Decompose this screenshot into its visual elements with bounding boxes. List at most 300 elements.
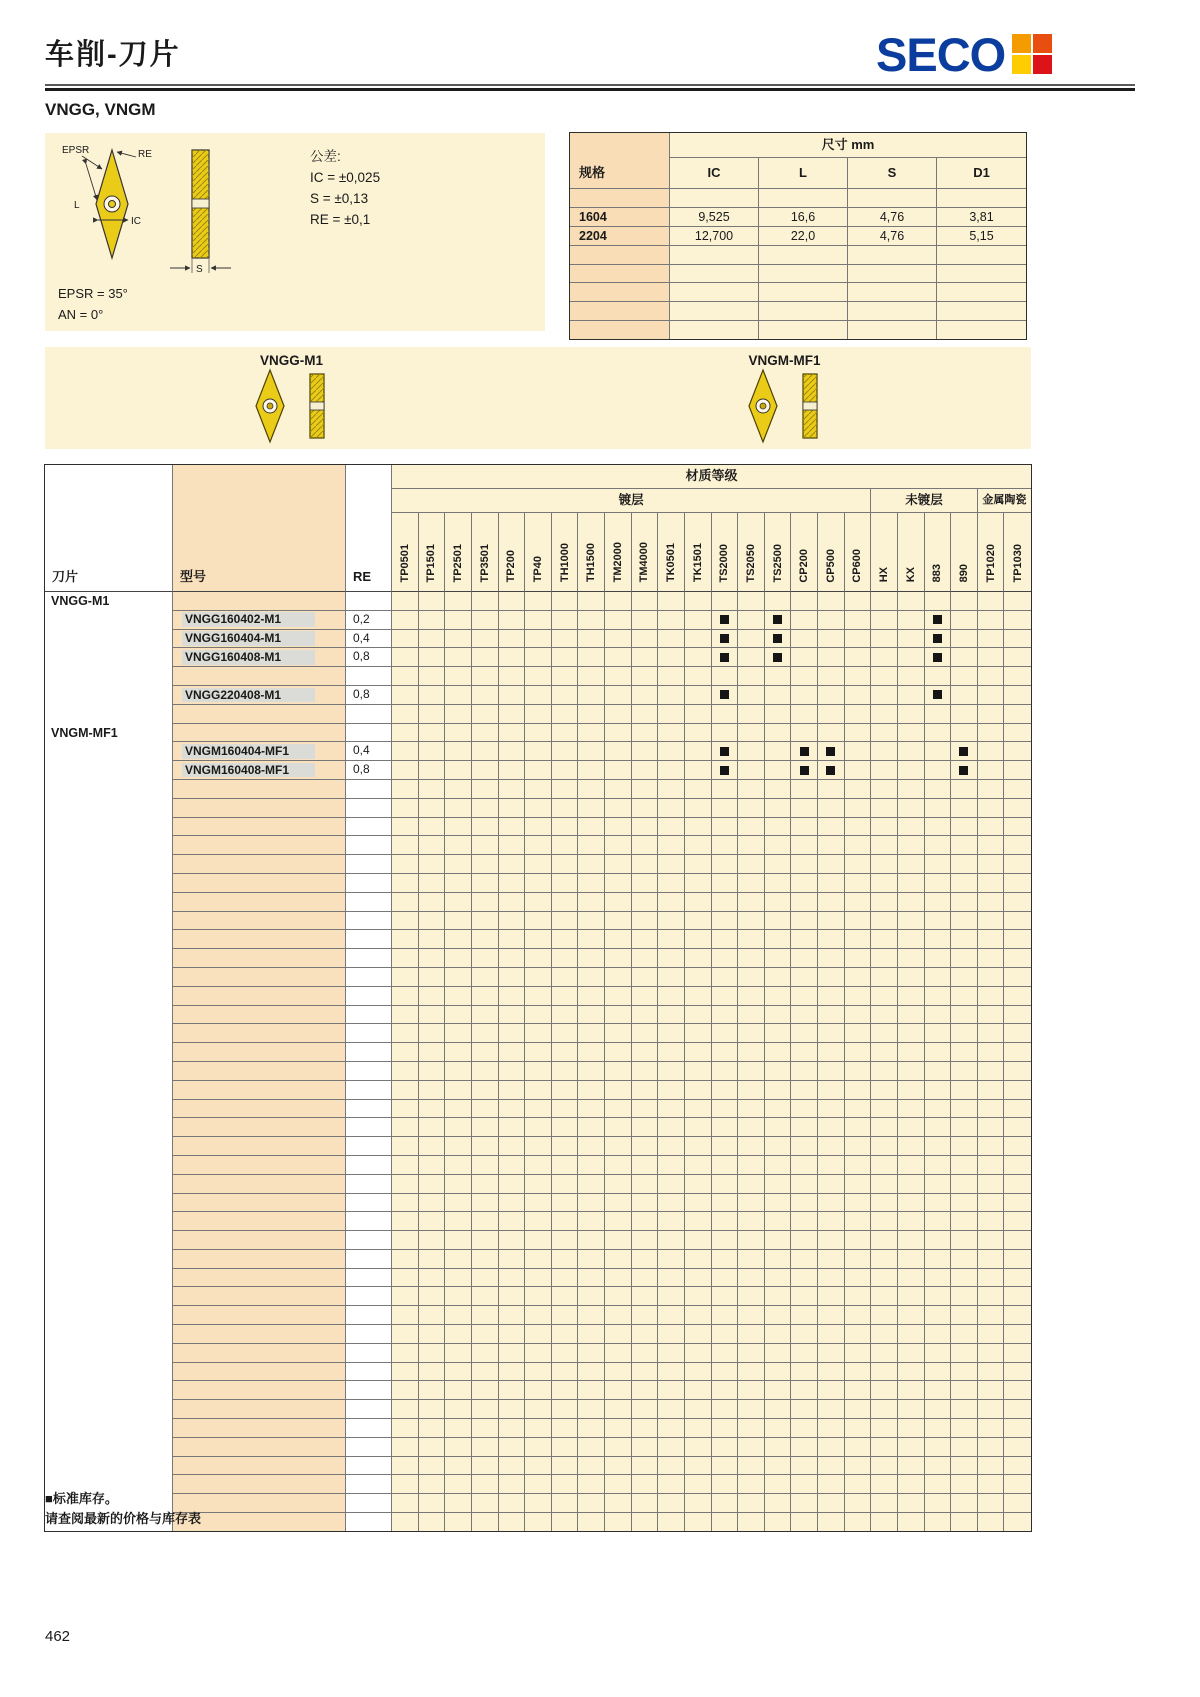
grade-cell [712, 1100, 739, 1119]
grade-cell [419, 1006, 446, 1025]
grade-cell [978, 1400, 1005, 1419]
dims-spec-cell [570, 189, 670, 208]
grade-cell [685, 630, 712, 649]
grade-cell [925, 705, 952, 724]
grade-cell [419, 836, 446, 855]
grade-cell [951, 818, 978, 837]
grade-cell [499, 968, 526, 987]
grade-cell [978, 1344, 1005, 1363]
vngg-insert-drawing [232, 366, 352, 446]
grade-cell [658, 855, 685, 874]
grade-cell [472, 1287, 499, 1306]
grade-cell [658, 1269, 685, 1288]
grade-cell [791, 1475, 818, 1494]
grade-cell [738, 1475, 765, 1494]
grade-column-header [978, 513, 1005, 592]
grade-cell [898, 1137, 925, 1156]
grade-cell [658, 987, 685, 1006]
grade-cell [845, 874, 872, 893]
grade-cell [791, 724, 818, 743]
grade-cell [925, 968, 952, 987]
grade-cell [738, 893, 765, 912]
re-cell [346, 1457, 392, 1476]
grade-cell [445, 836, 472, 855]
empty-row [45, 1100, 1031, 1119]
grade-cell [445, 1212, 472, 1231]
grade-cell [605, 912, 632, 931]
grade-cell [525, 705, 552, 724]
grade-cell [525, 742, 552, 761]
grade-cell [499, 1194, 526, 1213]
grade-column-header [951, 513, 978, 592]
grade-cell [925, 1513, 952, 1531]
grade-cell [978, 1363, 1005, 1382]
grade-cell [525, 686, 552, 705]
grade-cell [712, 1062, 739, 1081]
grade-cell [472, 1269, 499, 1288]
grade-cell [392, 1118, 419, 1137]
grade-cell [925, 648, 952, 667]
dims-empty-row [570, 265, 1026, 284]
grade-cell [658, 1156, 685, 1175]
stock-mark [720, 747, 729, 756]
grade-cell [765, 1325, 792, 1344]
grade-cell [898, 1306, 925, 1325]
grade-cell [765, 1494, 792, 1513]
grade-cell [898, 1513, 925, 1531]
grade-cell [951, 1137, 978, 1156]
grade-cell [791, 1287, 818, 1306]
model-cell [173, 1438, 346, 1457]
re-cell [346, 1381, 392, 1400]
grade-cell [605, 1024, 632, 1043]
grade-cell [658, 1006, 685, 1025]
grade-cell [978, 1081, 1005, 1100]
grade-cell [472, 761, 499, 780]
grade-cell [898, 1438, 925, 1457]
grade-cell [1004, 855, 1031, 874]
grade-cell [871, 949, 898, 968]
model-cell [173, 667, 346, 686]
grade-cell [472, 799, 499, 818]
grade-cell [685, 1513, 712, 1531]
grade-cell [712, 1043, 739, 1062]
grade-cell [445, 686, 472, 705]
grade-cell [898, 686, 925, 705]
grade-cell [951, 1024, 978, 1043]
empty-row [45, 1250, 1031, 1269]
grade-cell [419, 1306, 446, 1325]
grade-cell [578, 1194, 605, 1213]
grade-cell [925, 1043, 952, 1062]
insert-family-cell [45, 1287, 173, 1306]
grade-cell [791, 818, 818, 837]
grade-cell [925, 1118, 952, 1137]
grade-cell [685, 930, 712, 949]
grade-cell [845, 912, 872, 931]
grade-cell [845, 1438, 872, 1457]
grade-cell [951, 1231, 978, 1250]
grade-cell [738, 1156, 765, 1175]
insert-family-cell [45, 724, 173, 743]
grade-cell [738, 742, 765, 761]
an-angle-note: AN = 0° [58, 307, 104, 322]
grade-cell [578, 780, 605, 799]
grade-cell [818, 1325, 845, 1344]
grade-cell [898, 818, 925, 837]
grade-cell [632, 1212, 659, 1231]
grade-cell [791, 912, 818, 931]
grade-cell [552, 1250, 579, 1269]
grade-cell [738, 630, 765, 649]
grade-cell [472, 1325, 499, 1344]
grade-cell [445, 1457, 472, 1476]
grade-cell [632, 893, 659, 912]
grade-cell [712, 648, 739, 667]
grade-cell [791, 1400, 818, 1419]
grade-cell [605, 1475, 632, 1494]
grade-cell [419, 705, 446, 724]
grade-cell [951, 1006, 978, 1025]
grade-cell [978, 1043, 1005, 1062]
grade-cell [845, 1250, 872, 1269]
re-cell [346, 1250, 392, 1269]
insert-family-cell [45, 1306, 173, 1325]
empty-row [45, 705, 1031, 724]
grade-cell [445, 1043, 472, 1062]
grade-cell [605, 780, 632, 799]
grade-cell [392, 1306, 419, 1325]
grade-cell [818, 1081, 845, 1100]
grade-column-header [871, 513, 898, 592]
grade-cell [951, 1118, 978, 1137]
grade-cell [871, 1118, 898, 1137]
grade-cell [578, 987, 605, 1006]
grade-cell [791, 1250, 818, 1269]
grade-cell [871, 987, 898, 1006]
grade-cell [845, 855, 872, 874]
grade-cell [632, 1269, 659, 1288]
grade-cell [445, 1306, 472, 1325]
grade-cell [658, 968, 685, 987]
grade-cell [925, 1494, 952, 1513]
grade-cell [445, 761, 472, 780]
grade-cell [871, 742, 898, 761]
grade-cell [738, 705, 765, 724]
grade-cell [765, 686, 792, 705]
grade-cell [632, 1100, 659, 1119]
grade-cell [1004, 1438, 1031, 1457]
grade-cell [685, 1100, 712, 1119]
grade-cell [525, 1457, 552, 1476]
grade-column-label: CP200 [798, 548, 811, 583]
insert-family-cell [45, 1457, 173, 1476]
grade-cell [712, 1475, 739, 1494]
grade-cell [685, 1287, 712, 1306]
stock-mark [720, 690, 729, 699]
grade-cell [818, 686, 845, 705]
grade-cell [525, 1287, 552, 1306]
grade-cell [605, 1006, 632, 1025]
grade-cell [791, 592, 818, 611]
grade-cell [525, 592, 552, 611]
grade-cell [685, 836, 712, 855]
grade-cell [1004, 968, 1031, 987]
grade-cell [685, 855, 712, 874]
grade-cell [392, 1194, 419, 1213]
grade-cell [712, 799, 739, 818]
grade-cell [898, 874, 925, 893]
grade-cell [791, 630, 818, 649]
grade-cell [525, 1024, 552, 1043]
grade-cell [445, 705, 472, 724]
re-cell [346, 855, 392, 874]
grade-cell [845, 1325, 872, 1344]
grade-cell [552, 1062, 579, 1081]
grade-cell [685, 1137, 712, 1156]
grade-cell [818, 1024, 845, 1043]
dims-data-row [570, 227, 1026, 246]
grade-cell [552, 1081, 579, 1100]
grade-cell [525, 724, 552, 743]
grade-cell [845, 1231, 872, 1250]
grade-cell [419, 987, 446, 1006]
grade-cell [951, 799, 978, 818]
grade-cell [1004, 1325, 1031, 1344]
grade-cell [738, 1137, 765, 1156]
grade-cell [578, 1231, 605, 1250]
grade-cell [419, 1287, 446, 1306]
grade-cell [472, 987, 499, 1006]
grade-cell [392, 1419, 419, 1438]
grade-cell [845, 1400, 872, 1419]
grade-cell [578, 1287, 605, 1306]
grade-cell [738, 780, 765, 799]
grade-cell [1004, 1494, 1031, 1513]
re-cell [346, 987, 392, 1006]
header-rule-thick [45, 88, 1135, 91]
grade-column-label: TS2000 [718, 543, 731, 583]
empty-row [45, 780, 1031, 799]
grade-cell [898, 1419, 925, 1438]
grade-cell [419, 799, 446, 818]
grade-cell [472, 855, 499, 874]
stock-mark [773, 634, 782, 643]
grade-cell [925, 1250, 952, 1269]
grade-cell [1004, 1269, 1031, 1288]
model-cell [173, 1137, 346, 1156]
grade-cell [818, 1513, 845, 1531]
grade-cell [419, 968, 446, 987]
grade-cell [951, 912, 978, 931]
grade-cell [525, 855, 552, 874]
grade-cell [578, 855, 605, 874]
empty-row [45, 930, 1031, 949]
grade-cell [685, 1194, 712, 1213]
grade-cell [1004, 1194, 1031, 1213]
grade-cell [845, 1043, 872, 1062]
grade-cell [871, 855, 898, 874]
grade-cell [552, 818, 579, 837]
grade-cell [818, 1400, 845, 1419]
model-cell [173, 705, 346, 724]
grade-cell [818, 1062, 845, 1081]
grade-cell [445, 1381, 472, 1400]
grade-cell [472, 1475, 499, 1494]
grade-cell [951, 630, 978, 649]
grade-column-header [658, 513, 685, 592]
grade-cell [712, 1400, 739, 1419]
dims-value-cell [937, 283, 1026, 302]
grade-cell [845, 1419, 872, 1438]
insert-family-cell [45, 874, 173, 893]
grade-cell [578, 1363, 605, 1382]
grade-cell [578, 1081, 605, 1100]
grade-cell [765, 1118, 792, 1137]
grade-cell [392, 1269, 419, 1288]
grade-cell [712, 780, 739, 799]
grade-cell [818, 630, 845, 649]
grade-cell [578, 1024, 605, 1043]
grade-cell [925, 1212, 952, 1231]
grade-cell [925, 893, 952, 912]
re-cell [346, 1494, 392, 1513]
grade-cell [978, 1118, 1005, 1137]
grade-cell [818, 893, 845, 912]
grade-cell [632, 1363, 659, 1382]
grade-cell [712, 667, 739, 686]
grade-cell [632, 761, 659, 780]
seco-logo-squares-icon [1012, 34, 1052, 74]
empty-row [45, 1475, 1031, 1494]
grade-cell [951, 724, 978, 743]
grade-cell [419, 1250, 446, 1269]
grade-cell [791, 1194, 818, 1213]
grade-cell [951, 930, 978, 949]
grade-cell [445, 1062, 472, 1081]
grade-cell [392, 1231, 419, 1250]
grade-cell [552, 1024, 579, 1043]
grade-cell [898, 1287, 925, 1306]
grade-cell [445, 1438, 472, 1457]
grade-cell [472, 667, 499, 686]
grade-cell [578, 648, 605, 667]
grade-cell [499, 855, 526, 874]
grade-cell [685, 648, 712, 667]
dims-value-cell [937, 189, 1026, 208]
grade-cell [738, 836, 765, 855]
empty-row [45, 1043, 1031, 1062]
grade-cell [445, 1513, 472, 1531]
grade-cell [445, 1269, 472, 1288]
grade-cell [845, 1363, 872, 1382]
grade-cell [632, 705, 659, 724]
grade-cell [978, 1381, 1005, 1400]
grade-cell [658, 912, 685, 931]
logo-square [1033, 55, 1052, 74]
model-cell [173, 893, 346, 912]
grade-cell [898, 780, 925, 799]
grade-cell [765, 724, 792, 743]
grade-cell [472, 1024, 499, 1043]
model-cell [173, 742, 346, 761]
grade-cell [605, 1438, 632, 1457]
grade-cell [712, 1006, 739, 1025]
grade-cell [1004, 1306, 1031, 1325]
grade-cell [499, 780, 526, 799]
grade-cell [791, 1100, 818, 1119]
grade-column-header [845, 513, 872, 592]
grade-cell [605, 1363, 632, 1382]
model-cell [173, 987, 346, 1006]
grade-cell [978, 930, 1005, 949]
grade-cell [445, 874, 472, 893]
insert-family-cell [45, 705, 173, 724]
grade-cell [392, 893, 419, 912]
grade-cell [632, 1194, 659, 1213]
grade-cell [951, 705, 978, 724]
insert-family-cell [45, 1381, 173, 1400]
grade-cell [419, 686, 446, 705]
grade-cell [898, 930, 925, 949]
grade-cell [392, 611, 419, 630]
grade-cell [605, 1100, 632, 1119]
grade-cell [871, 724, 898, 743]
grade-cell [978, 705, 1005, 724]
insert-col-label: 刀片 [52, 569, 79, 585]
grade-cell [552, 592, 579, 611]
model-name: VNGG160404-M1 [182, 631, 315, 646]
dims-value-cell [759, 283, 848, 302]
grade-cell [392, 592, 419, 611]
grade-cell [978, 686, 1005, 705]
grade-cell [392, 1513, 419, 1531]
grade-cell [791, 1419, 818, 1438]
insert-family-cell [45, 818, 173, 837]
grade-cell [845, 1494, 872, 1513]
grade-cell [951, 1438, 978, 1457]
dims-value-cell [670, 321, 759, 339]
grade-cell [738, 1043, 765, 1062]
empty-row [45, 1212, 1031, 1231]
grade-cell [818, 761, 845, 780]
grade-cell [818, 912, 845, 931]
grade-cell [925, 630, 952, 649]
re-cell [346, 1363, 392, 1382]
grade-cell [925, 1381, 952, 1400]
grade-cell [685, 1156, 712, 1175]
grade-cell [978, 1306, 1005, 1325]
grade-cell [712, 874, 739, 893]
grade-column-label: TH1500 [585, 543, 598, 583]
grade-cell [765, 949, 792, 968]
insert-row [45, 648, 1031, 667]
grade-column-header [712, 513, 739, 592]
grade-cell [552, 1457, 579, 1476]
grade-column-header [578, 513, 605, 592]
grade-cell [499, 1043, 526, 1062]
grade-cell [445, 799, 472, 818]
grade-cell [765, 1438, 792, 1457]
grade-cell [791, 1381, 818, 1400]
grade-cell [632, 611, 659, 630]
re-cell [346, 705, 392, 724]
grade-cell [898, 724, 925, 743]
grade-cell [871, 1175, 898, 1194]
grade-cell [898, 1006, 925, 1025]
grade-cell [871, 1344, 898, 1363]
grade-cell [605, 949, 632, 968]
